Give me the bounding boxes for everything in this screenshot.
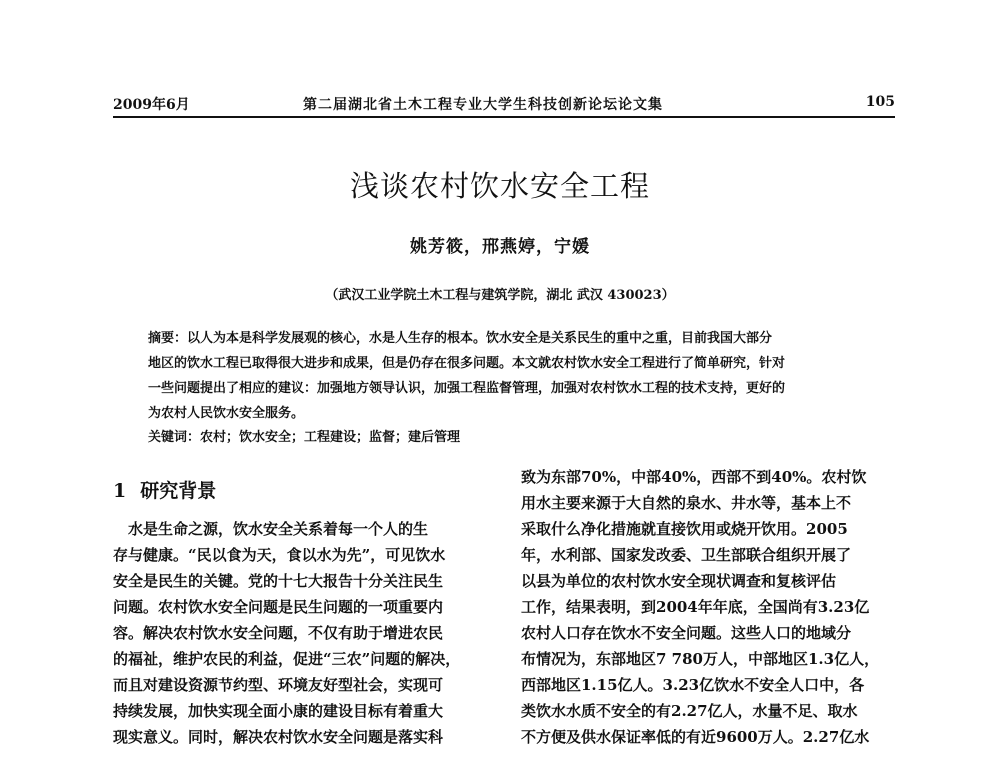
body-line: 用水主要来源于大自然的泉水、井水等，基本上不 bbox=[521, 494, 852, 512]
left-column bbox=[113, 516, 493, 750]
keywords-text: 农村；饮水安全；工程建设；监督；建后管理 bbox=[200, 430, 461, 445]
section-heading bbox=[113, 476, 216, 503]
right-column bbox=[521, 464, 897, 750]
body-line: 水是生命之源，饮水安全关系着每一个人的生 bbox=[113, 520, 429, 538]
body-line: 致为东部70%，中部40%，西部不到40%。农村饮 bbox=[521, 468, 867, 486]
body-line: 农村人口存在饮水不安全问题。这些人口的地域分 bbox=[521, 624, 852, 642]
body-line: 采取什么净化措施就直接饮用或烧开饮用。2005 bbox=[521, 520, 848, 538]
body-line: 而且对建设资源节约型、环境友好型社会，实现可 bbox=[113, 676, 444, 694]
body-line: 年，水利部、国家发改委、卫生部联合组织开展了 bbox=[521, 546, 852, 564]
paper-affiliation: （武汉工业学院土木工程与建筑学院，湖北 武汉 430023） bbox=[325, 288, 675, 303]
body-line: 容。解决农村饮水安全问题，不仅有助于增进农民 bbox=[113, 624, 444, 642]
abstract-line: 地区的饮水工程已取得很大进步和成果，但是仍存在很多问题。本文就农村饮水安全工程进行了简单研究，针对 bbox=[148, 356, 786, 371]
body-line: 布情况为，东部地区7 780万人，中部地区1.3亿人， bbox=[521, 650, 880, 668]
body-line: 以县为单位的农村饮水安全现状调查和复核评估 bbox=[521, 572, 837, 590]
body-line: 安全是民生的关键。党的十七大报告十分关注民生 bbox=[113, 572, 444, 590]
header-proceedings-title: 第二届湖北省土木工程专业大学生科技创新论坛论文集 bbox=[303, 97, 663, 113]
body-line: 类饮水水质不安全的有2.27亿人，水量不足、取水 bbox=[521, 702, 858, 720]
header-page-number: 105 bbox=[865, 94, 895, 110]
abstract-label: 摘要： bbox=[148, 331, 188, 346]
section-number: 1 bbox=[113, 480, 127, 502]
header-date: 2009年6月 bbox=[113, 97, 190, 113]
body-line: 存与健康。“民以食为天，食以水为先”，可见饮水 bbox=[113, 546, 446, 564]
body-line: 工作，结果表明，到2004年年底，全国尚有3.23亿 bbox=[521, 598, 870, 616]
keywords-label: 关键词： bbox=[148, 430, 201, 445]
keywords bbox=[148, 426, 888, 445]
paper-title: 浅谈农村饮水安全工程 bbox=[349, 169, 650, 203]
abstract-line: 一些问题提出了相应的建议：加强地方领导认识，加强工程监督管理，加强对农村饮水工程的技术支持，更好的 bbox=[148, 381, 786, 396]
body-line: 的福祉，维护农民的利益，促进“三农”问题的解决， bbox=[113, 650, 461, 668]
abstract bbox=[148, 326, 888, 426]
body-line: 不方便及供水保证率低的有近9600万人。2.27亿水 bbox=[521, 728, 870, 746]
header-rule bbox=[113, 116, 895, 118]
abstract-line: 为农村人民饮水安全服务。 bbox=[148, 406, 305, 421]
paper-authors: 姚芳筱，邢燕婷，宁媛 bbox=[410, 237, 590, 257]
body-line: 问题。农村饮水安全问题是民生问题的一项重要内 bbox=[113, 598, 444, 616]
abstract-line: 以人为本是科学发展观的核心，水是人生存的根本。饮水安全是关系民生的重中之重，目前我国大部分 bbox=[187, 331, 773, 346]
body-line: 现实意义。同时，解决农村饮水安全问题是落实科 bbox=[113, 728, 444, 746]
running-header bbox=[113, 94, 895, 114]
section-title: 研究背景 bbox=[140, 480, 217, 502]
body-line: 持续发展，加快实现全面小康的建设目标有着重大 bbox=[113, 702, 444, 720]
body-line: 西部地区1.15亿人。3.23亿饮水不安全人口中，各 bbox=[521, 676, 865, 694]
